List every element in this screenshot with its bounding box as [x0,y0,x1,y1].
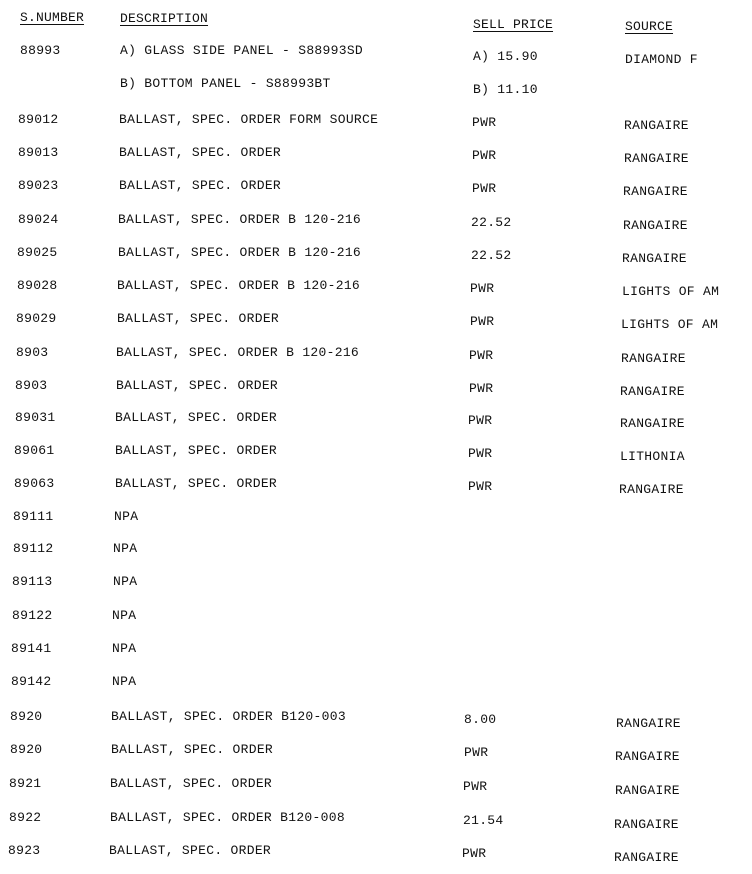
row-number: 8920 [10,742,43,757]
table-row [0,43,752,67]
row-number: 8923 [8,843,41,858]
row-price: PWR [469,348,494,363]
row-price: PWR [470,281,495,296]
row-description: BALLAST, SPEC. ORDER B 120-216 [118,212,362,227]
row-source: RANGAIRE [614,850,679,865]
table-row [0,674,752,694]
row-description: NPA [112,608,137,623]
row-source: LIGHTS OF AM [621,317,719,332]
header-description: DESCRIPTION [120,11,209,26]
row-description: A) GLASS SIDE PANEL - S88993SD [120,43,364,58]
row-description: BALLAST, SPEC. ORDER B120-003 [111,709,346,724]
row-price: PWR [472,115,497,130]
table-row [0,278,752,298]
row-price: PWR [468,413,493,428]
table-row [0,145,752,165]
table-row [0,178,752,198]
row-source: RANGAIRE [615,749,680,764]
row-number: 89013 [18,145,59,160]
row-number: 89113 [12,574,53,589]
row-description: NPA [113,541,138,556]
row-number: 89029 [16,311,57,326]
row-description: BALLAST, SPEC. ORDER FORM SOURCE [119,112,379,127]
row-source: RANGAIRE [623,218,688,233]
row-price: PWR [468,446,493,461]
table-row [0,212,752,232]
row-source: RANGAIRE [619,482,684,497]
row-description: NPA [113,574,138,589]
row-description: BALLAST, SPEC. ORDER [110,776,273,791]
row-number: 8903 [15,378,48,393]
table-row [0,345,752,365]
row-number: 89141 [11,641,52,656]
row-price: 8.00 [464,712,497,727]
table-row [0,410,752,430]
table-row [0,810,752,830]
row-price: PWR [463,779,488,794]
row-number: 8920 [10,709,43,724]
row-description: BALLAST, SPEC. ORDER [116,378,279,393]
row-description: BALLAST, SPEC. ORDER [115,410,278,425]
row-price: PWR [464,745,489,760]
row-number: 89111 [13,509,54,524]
row-source: RANGAIRE [620,416,685,431]
row-description: BALLAST, SPEC. ORDER [115,443,278,458]
row-number: 89063 [14,476,55,491]
header-source: SOURCE [625,19,674,34]
row-price: 21.54 [463,813,504,828]
row-description: NPA [112,641,137,656]
row-number: 89061 [14,443,55,458]
table-row [0,76,752,96]
row-description: B) BOTTOM PANEL - S88993BT [120,76,331,91]
row-description: BALLAST, SPEC. ORDER B 120-216 [117,278,361,293]
row-source: DIAMOND F [625,52,698,67]
row-description: BALLAST, SPEC. ORDER [115,476,278,491]
row-number: 8903 [16,345,49,360]
row-number: 89142 [11,674,52,689]
row-source: RANGAIRE [614,817,679,832]
row-source: LIGHTS OF AM [622,284,720,299]
row-number: 89122 [12,608,53,623]
row-source: RANGAIRE [620,384,685,399]
table-row [0,709,752,729]
row-source: RANGAIRE [621,351,686,366]
row-description: BALLAST, SPEC. ORDER [119,178,282,193]
row-price: PWR [468,479,493,494]
row-description: BALLAST, SPEC. ORDER [117,311,280,326]
row-number: 8921 [9,776,42,791]
row-price: PWR [472,148,497,163]
table-row [0,245,752,265]
row-description: BALLAST, SPEC. ORDER B 120-216 [116,345,360,360]
row-number: 8922 [9,810,42,825]
table-row [0,541,752,561]
row-price: B) 11.10 [473,82,538,97]
table-row [0,112,752,132]
table-row [0,443,752,463]
row-number: 88993 [20,43,61,58]
row-number: 89025 [17,245,58,260]
table-row [0,476,752,496]
row-price: 22.52 [471,248,512,263]
row-source: RANGAIRE [623,184,688,199]
table-row [0,378,752,398]
row-number: 89031 [15,410,56,425]
row-source: RANGAIRE [615,783,680,798]
row-description: BALLAST, SPEC. ORDER B 120-216 [118,245,362,260]
row-description: BALLAST, SPEC. ORDER B120-008 [110,810,345,825]
row-price: 22.52 [471,215,512,230]
row-description: NPA [114,509,139,524]
table-row [0,311,752,331]
row-description: NPA [112,674,137,689]
row-source: RANGAIRE [624,118,689,133]
row-source: RANGAIRE [624,151,689,166]
row-source: RANGAIRE [622,251,687,266]
row-price: PWR [472,181,497,196]
header-price: SELL PRICE [473,17,554,32]
table-row [0,776,752,796]
row-source: RANGAIRE [616,716,681,731]
row-number: 89024 [18,212,59,227]
row-number: 89028 [17,278,58,293]
row-price: PWR [470,314,495,329]
row-description: BALLAST, SPEC. ORDER [111,742,274,757]
row-number: 89012 [18,112,59,127]
row-number: 89023 [18,178,59,193]
table-row [0,641,752,661]
table-row [0,509,752,529]
row-price: PWR [469,381,494,396]
header-number: S.NUMBER [20,10,85,25]
table-row [0,574,752,594]
row-description: BALLAST, SPEC. ORDER [109,843,272,858]
row-number: 89112 [13,541,54,556]
row-price: PWR [462,846,487,861]
row-description: BALLAST, SPEC. ORDER [119,145,282,160]
table-row [0,742,752,762]
table-row [0,608,752,628]
row-source: LITHONIA [620,449,685,464]
table-row [0,843,752,863]
row-price: A) 15.90 [473,49,538,64]
